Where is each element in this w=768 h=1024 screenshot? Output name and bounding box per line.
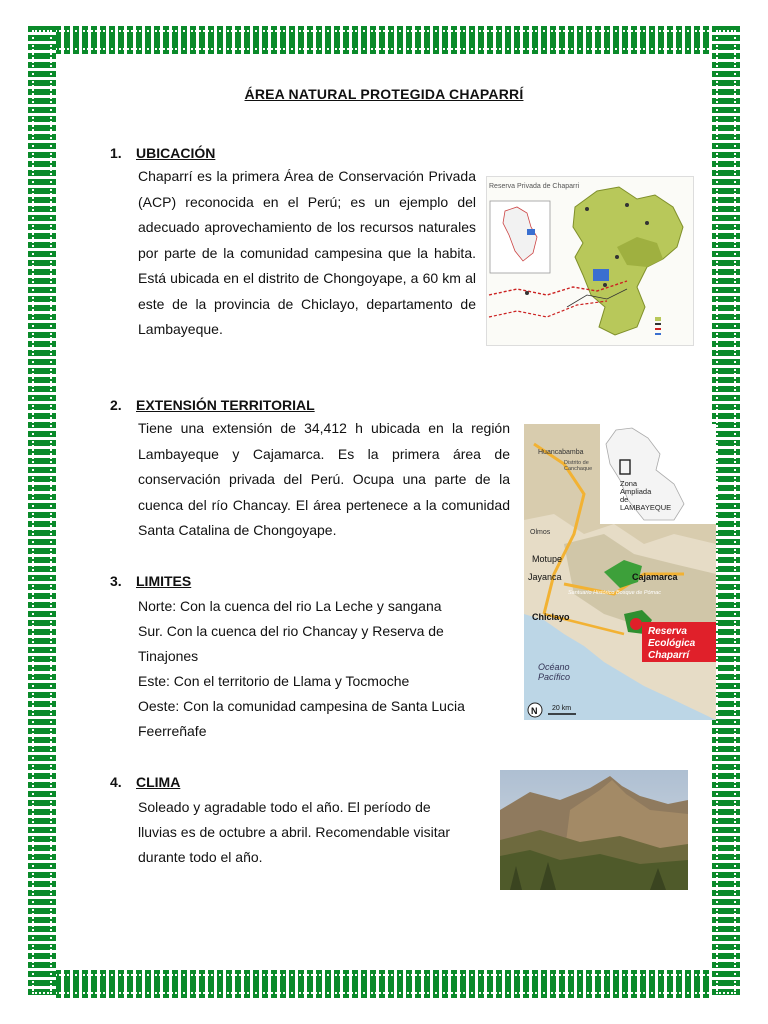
section-heading-ubicacion: [110, 145, 215, 161]
limit-line-sur-cont: Tinajones: [138, 648, 199, 664]
limit-line-oeste: Oeste: Con la comunidad campesina de Santa Lucia: [138, 698, 465, 714]
label-distrito: Distrito de: [564, 460, 589, 466]
label-cajamarca: Cajamarca: [632, 572, 678, 582]
label-chiclayo: Chiclayo: [532, 612, 570, 622]
label-motupe: Motupe: [532, 554, 563, 564]
section-text-extension: Tiene una extensión de 34,412 h ubicada en la región Lambayeque y Cajamarca. Es la primera área de conservación privada del Perú. Ocupa una parte de la cuenca del río Chancay. El área pertenece a la comunidad Santa Catalina de Chongoyape.: [138, 420, 510, 538]
page-title: ÁREA NATURAL PROTEGIDA CHAPARRÍ: [244, 86, 524, 102]
inset-de-label: de: [620, 495, 629, 504]
section-heading-limites: [110, 573, 191, 589]
callout-ecologica: Ecológica: [648, 638, 696, 649]
label-huancabamba: Huancabamba: [538, 449, 584, 456]
map-title: Reserva Privada de Chaparri: [489, 183, 580, 190]
section-title: UBICACIÓN: [136, 145, 216, 161]
decorative-border-top: [28, 26, 740, 54]
label-oceano: Océano: [538, 662, 570, 672]
section-text-ubicacion: Chaparrí es la primera Área de Conservación Privada (ACP) reconocida en el Perú; es un ejemplo del adecuado aprovechamiento de los recursos naturales por parte de la comunidad campesina que la habita. Está ubicada en el distrito de Chongoyape, a 60 km al este de la provincia de Chiclayo, departamento de Lambayeque.: [138, 168, 476, 337]
decorative-border-right: [712, 26, 740, 998]
callout-chaparri: Chaparrí: [648, 650, 690, 661]
section-title: EXTENSIÓN TERRITORIAL: [136, 397, 315, 413]
section-number: 2.: [110, 397, 122, 413]
clima-line-3: durante todo el año.: [138, 849, 263, 865]
decorative-border-bottom: [28, 970, 740, 998]
section-heading-extension: [110, 397, 315, 413]
limit-line-norte: Norte: Con la cuenca del rio La Leche y sangana: [138, 598, 442, 614]
scale-label: 20 km: [552, 705, 572, 712]
decorative-border-left: [28, 26, 56, 998]
label-canchaque: Canchaque: [564, 466, 593, 472]
callout-reserva: Reserva: [648, 626, 687, 637]
label-olmos: Olmos: [530, 529, 551, 536]
section-title: CLIMA: [136, 774, 181, 790]
limit-line-este: Este: Con el territorio de Llama y Tocmoche: [138, 673, 410, 689]
section-number: 4.: [110, 774, 122, 790]
label-jayanca: Jayanca: [528, 572, 562, 582]
section-number: 3.: [110, 573, 122, 589]
label-santuario: Santuario Histórico Bosque de Pómac: [568, 590, 661, 596]
regional-map-lambayeque: [524, 424, 716, 720]
section-title: LIMITES: [136, 573, 192, 589]
inset-lambayeque-label: LAMBAYEQUE: [620, 503, 672, 512]
north-arrow-label: N: [531, 706, 538, 716]
limit-line-oeste-cont: Feerreñafe: [138, 723, 207, 739]
label-pacifico: Pacífico: [538, 672, 571, 682]
mountain-landscape-photo: [500, 770, 688, 890]
inset-zona-label: Zona: [620, 479, 638, 488]
clima-line-1: Soleado y agradable todo el año. El período de: [138, 799, 431, 815]
inset-ampliada-label: Ampliada: [620, 487, 652, 496]
section-heading-clima: [110, 774, 180, 790]
section-number: 1.: [110, 145, 122, 161]
clima-line-2: lluvias es de octubre a abril. Recomendable visitar: [138, 824, 451, 840]
limit-line-sur: Sur. Con la cuenca del rio Chancay y Reserva de: [138, 623, 444, 639]
location-map-chaparri: [486, 176, 694, 346]
